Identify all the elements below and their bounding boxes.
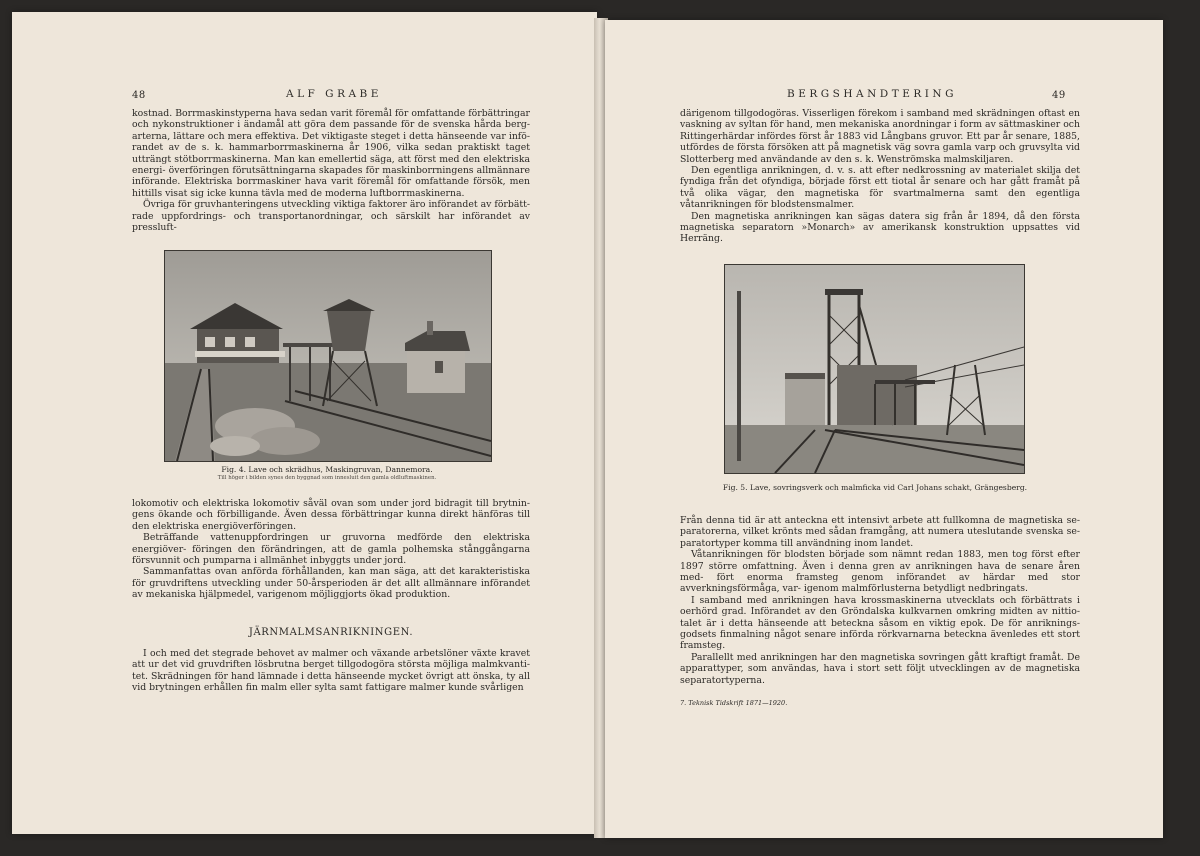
footnote: 7. Teknisk Tidskrift 1871—1920.	[680, 699, 788, 707]
paragraph: Parallellt med anrikningen har den magnetiska sovringen gått kraftigt framåt. De apparattyper, som användas, hava i stort sett följt utvecklingen av de magnetiska separatortyperna.	[680, 651, 1080, 686]
figure-4-subcaption: Till höger i bilden synes den byggnad som innesluit den gamla oldluftmaskinen.	[217, 475, 437, 481]
mine-headframe-image	[165, 251, 491, 461]
paragraph: kostnad. Borrmaskinstyperna hava sedan varit föremål för omfattande förbättringar och nykonstruktioner i ändamål att göra dem passande för de svenska hårda berg- arterna, lättare och mera effektiva. Det viktigaste steget i detta hänseende var infö- randet av de s. k. hammarborrmaskinerna år 1906, vilka sedan praktiskt taget utträngt stötborrmaskinerna. Man kan emellertid säga, att först med den elektriska energi- överföringen förutsättningarna skapades för maskinborrningens allmännare införande. Elektriska borrmaskiner hava varit föremål för omfattande försök, men hittills visat sig icke kunna tävla med de moderna luftborrmaskinerna.	[132, 108, 530, 199]
paragraph: därigenom tillgodogöras. Visserligen förekom i samband med skrädningen oftast en vaskning av syltan för hand, men mekaniska anordningar i form av sättmaskiner och Rittingerhärdar infördes först år 1883 vid Långbans gruvor. Ett par år senare, 1885, utfördes de första försöken att på magnetisk väg sovra gamla varp och gruvsylta vid Slotterberg med användande av den s. k. Wenströmska malmskiljaren.	[680, 108, 1080, 165]
figure-5-caption: Fig. 5. Lave, sovringsverk och malmficka vid Carl Johans schakt, Grängesberg.	[722, 483, 1028, 492]
mine-shaft-image	[725, 265, 1024, 473]
figure-5-caption-block	[695, 483, 1055, 493]
paragraph: I och med det stegrade behovet av malmer och växande arbetslöner växte kravet att ur det vid gruvdriften lösbrutna berget tillgodogöra största möjliga malmkvanti- tet. Skrädningen för hand lämnade i detta hänseende mycket övrigt att önska, ty all vid brytningen erhållen fin malm eller sylta samt fattigare malmer kunde svårligen	[132, 648, 530, 694]
paragraph: Övriga för gruvhanteringens utveckling viktiga faktorer äro införandet av förbätt- rade uppfordrings- och transportanordningar, och särskilt har införandet av pressluft-	[132, 199, 530, 234]
section-heading: JÄRNMALMSANRIKNINGEN.	[248, 627, 414, 638]
right-page	[605, 20, 1163, 838]
left-text-bottom	[132, 498, 530, 601]
left-page	[12, 12, 597, 834]
paragraph: Den magnetiska anrikningen kan sägas datera sig från år 1894, då den första magnetiska separatorn »Monarch» av amerikansk konstruktion uppsattes vid Herräng.	[680, 210, 1080, 245]
figure-4-caption: Fig. 4. Lave och skrädhus, Maskingruvan, Dannemora.	[221, 465, 433, 474]
running-head-right: BERGSHANDTERING	[787, 88, 958, 100]
page-number-left: 48	[132, 90, 146, 101]
paragraph: Från denna tid är att anteckna ett intensivt arbete att fullkomna de magnetiska se- paratorerna, vilket krönts med sådan framgång, att numera uteslutande svenska se- paratortyper komma till användning inom landet.	[680, 515, 1080, 549]
right-text-top	[680, 108, 1080, 245]
left-text-section	[132, 648, 530, 694]
figure-4-photo	[164, 250, 492, 462]
figure-5-photo	[724, 264, 1025, 474]
page-number-right: 49	[1052, 90, 1066, 101]
paragraph: Sammanfattas ovan anförda förhållanden, kan man säga, att det karakteristiska för gruvdriftens utveckling under 50-årsperioden är det allt allmännare införandet av mekaniska hjälpmedel, varigenom möjliggjorts ökad produktion.	[132, 566, 530, 601]
paragraph: lokomotiv och elektriska lokomotiv såväl ovan som under jord bidragit till brytnin- gens ökande och förbilligande. Även dessa förbättringar kunna direkt hänföras till den elektriska energiöverföringen.	[132, 498, 530, 532]
paragraph: Den egentliga anrikningen, d. v. s. att efter nedkrossning av materialet skilja det fyndiga från det ofyndiga, började först ett tiotal år senare och har gått framåt på två olika vägar, den magnetiska för svartmalmerna samt den egentliga våtanrikningen för blodstensmalmer.	[680, 165, 1080, 211]
figure-4-caption-block	[142, 465, 512, 482]
paragraph: Våtanrikningen för blodsten började som nämnt redan 1883, men tog först efter 1897 större omfattning. Även i denna gren av anrikningen hava de senare åren med- fört enorma framsteg genom införandet av härdar med stor avverkningsförmåga, var- igenom malmförlusterna betydligt nedbringats.	[680, 549, 1080, 595]
right-text-bottom	[680, 515, 1080, 686]
running-head-left: ALF GRABE	[286, 88, 382, 100]
paragraph: Beträffande vattenuppfordringen ur gruvorna medförde den elektriska energiöver- föringen den förändringen, att de gamla polhemska stånggångarna försvunnit och pumparna i allmänhet inbyggts under jord.	[132, 532, 530, 567]
paragraph: I samband med anrikningen hava krossmaskinerna utvecklats och förbättrats i oerhörd grad. Införandet av den Gröndalska kulkvarnen omkring midten av nittio- talet är i detta hänseende att beteckna såsom en viktig epok. De för anriknings- godsets finmalning något senare införda rörkvarnarna beteckna ävenledes ett stort framsteg.	[680, 594, 1080, 652]
left-text-top	[132, 108, 530, 233]
